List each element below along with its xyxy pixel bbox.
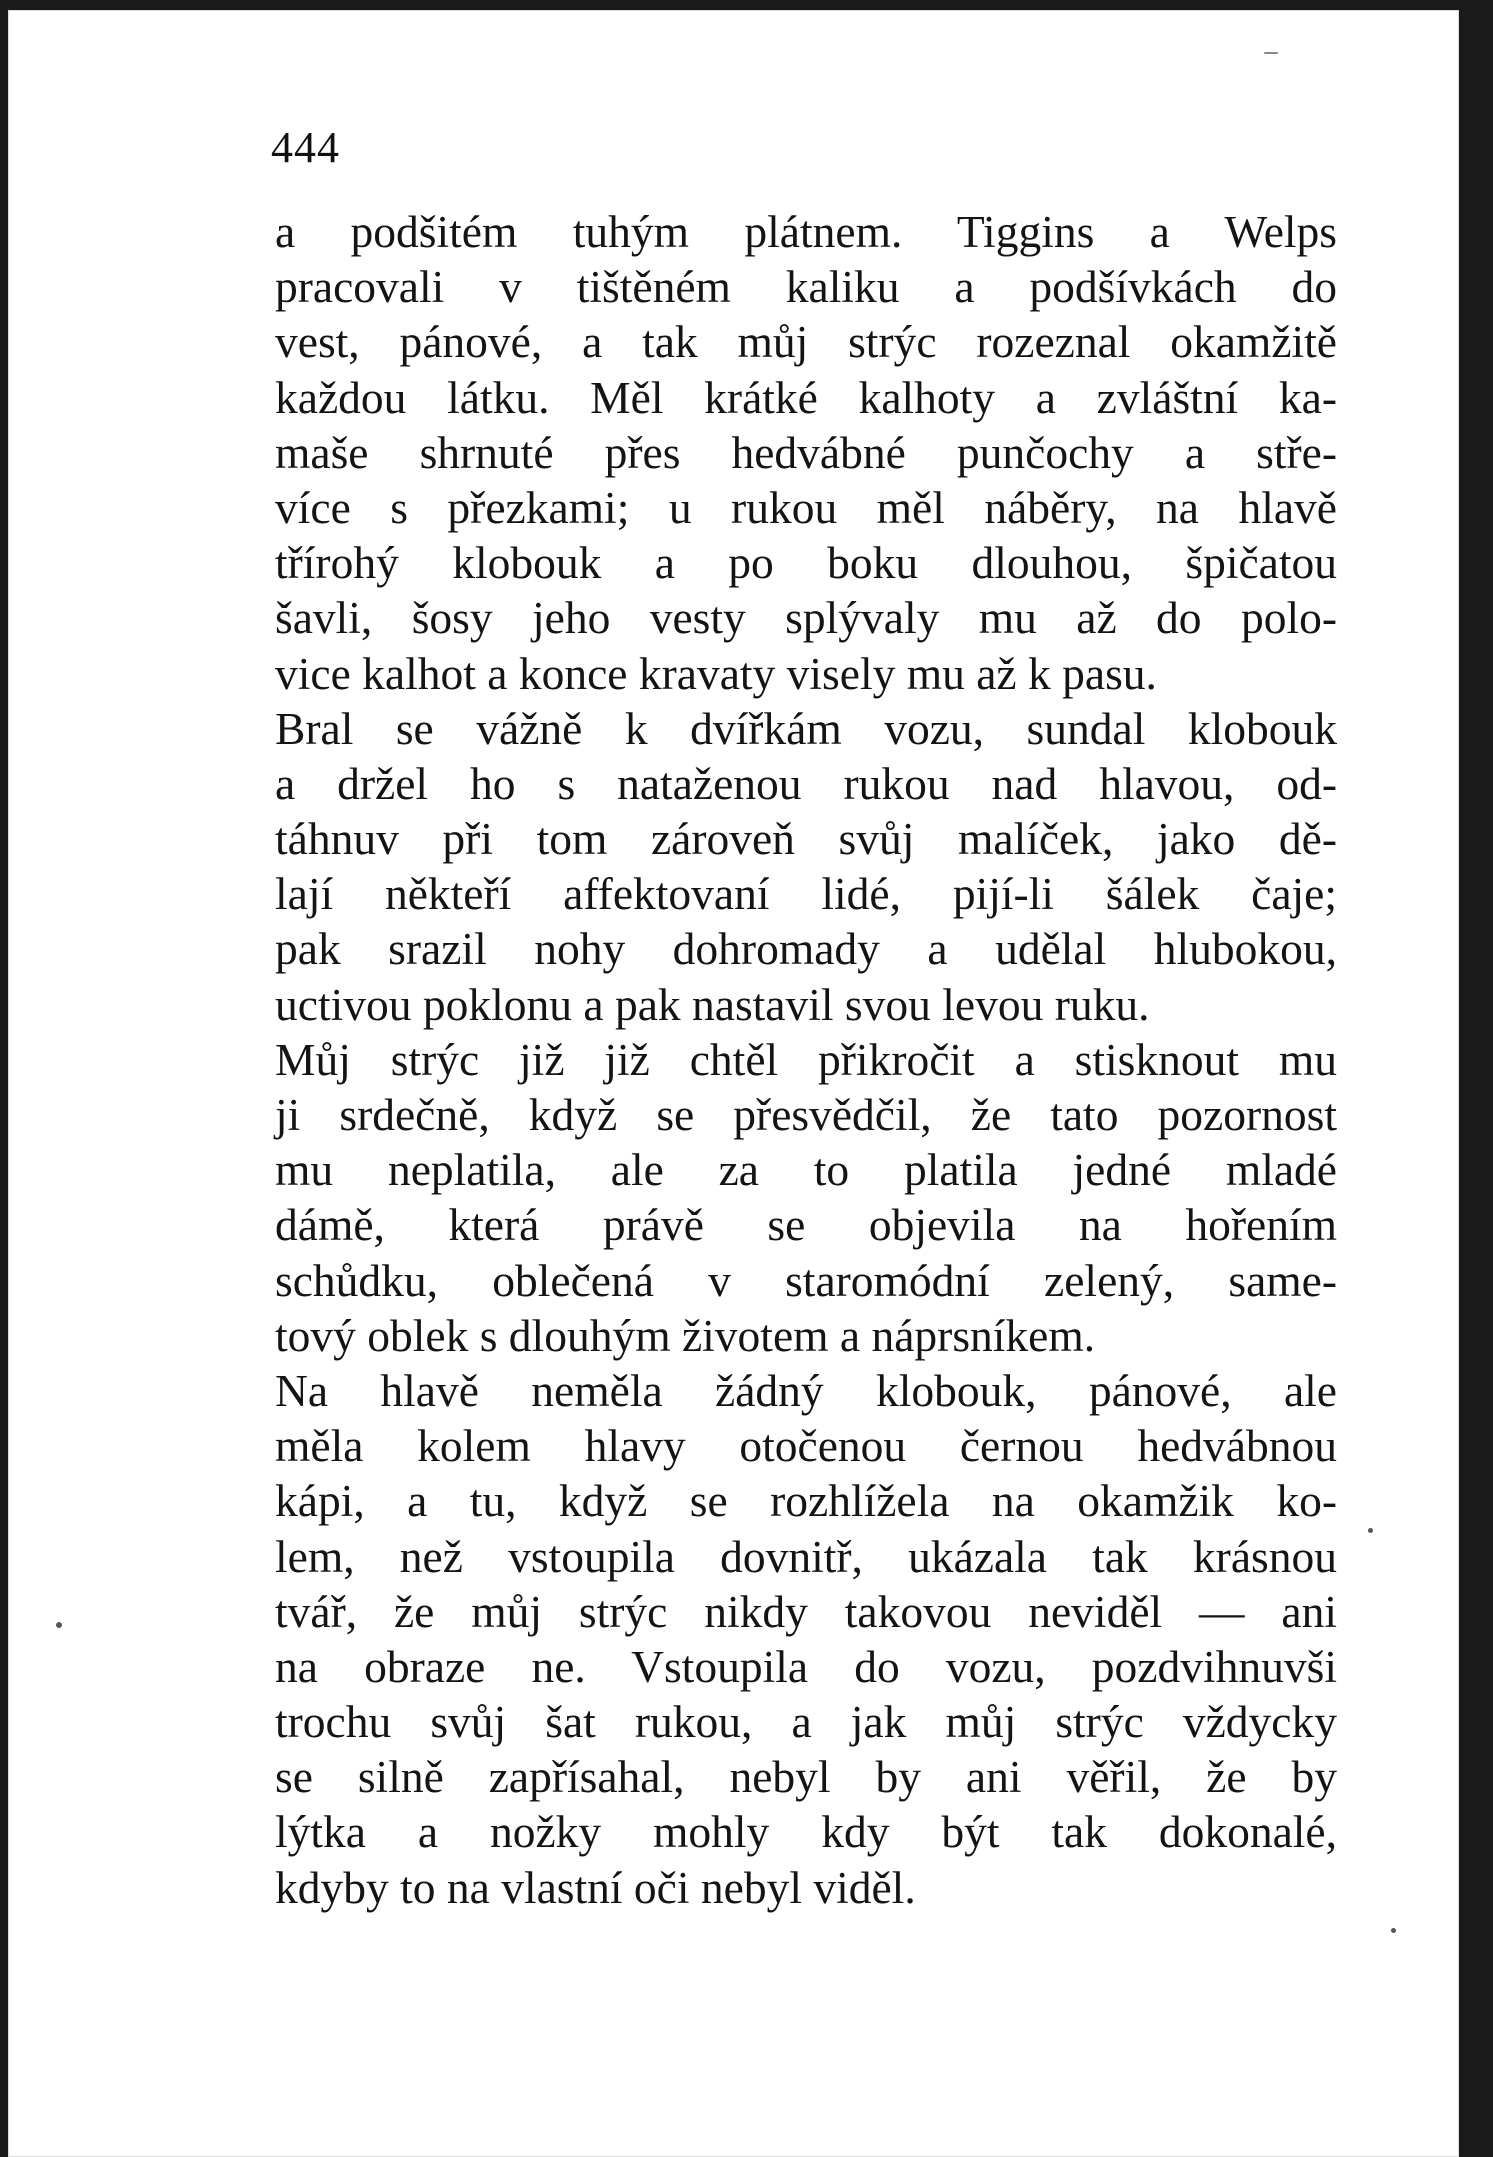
text-line: uctivou poklonu a pak nastavil svou levou ruku. — [275, 978, 1150, 1030]
text-line: dámě, která právě se objevila na hořením — [275, 1199, 1337, 1251]
text-line: vice kalhot a konce kravaty visely mu až k pasu. — [275, 647, 1157, 699]
text-line: kápi, a tu, když se rozhlížela na okamžik ko- — [275, 1475, 1337, 1527]
text-line: a držel ho s nataženou rukou nad hlavou, od- — [275, 757, 1337, 809]
page-number: 444 — [271, 123, 340, 172]
text-line: třírohý klobouk a po boku dlouhou, špičatou — [275, 537, 1337, 589]
text-line: pracovali v tištěném kaliku a podšívkách do — [275, 261, 1337, 313]
text-line: na obraze ne. Vstoupila do vozu, pozdvihnuvši — [275, 1640, 1337, 1692]
text-line: každou látku. Měl krátké kalhoty a zvláštní ka- — [275, 371, 1337, 423]
text-line: trochu svůj šat rukou, a jak můj strýc vždycky — [275, 1696, 1337, 1748]
text-line: maše shrnuté přes hedvábné punčochy a stře- — [275, 426, 1337, 478]
paper-speck — [1391, 1928, 1396, 1933]
text-line: táhnuv při tom zároveň svůj malíček, jako dě- — [275, 813, 1337, 865]
text-line: mu neplatila, ale za to platila jedné mladé — [275, 1144, 1337, 1196]
text-line: lají někteří affektovaní lidé, pijí-li šálek čaje; — [275, 868, 1337, 920]
paper-speck — [1264, 52, 1278, 54]
text-line: tový oblek s dlouhým životem a náprsníkem. — [275, 1309, 1096, 1361]
text-line: a podšitém tuhým plátnem. Tiggins a Welps — [275, 206, 1337, 257]
text-line: lem, než vstoupila dovnitř, ukázala tak krásnou — [275, 1530, 1337, 1582]
paper-speck — [1368, 1528, 1373, 1533]
text-line: se silně zapřísahal, nebyl by ani věřil, že by — [275, 1751, 1337, 1803]
text-line: schůdku, oblečená v staromódní zelený, same- — [275, 1254, 1337, 1306]
book-page — [8, 10, 1459, 2157]
text-line: více s přezkami; u rukou měl náběry, na hlavě — [275, 481, 1337, 533]
text-line: lýtka a nožky mohly kdy být tak dokonalé, — [275, 1806, 1337, 1858]
text-line: Můj strýc již již chtěl přikročit a stisknout mu — [275, 1033, 1337, 1085]
text-line: vest, pánové, a tak můj strýc rozeznal okamžitě — [275, 316, 1337, 368]
text-line: šavli, šosy jeho vesty splývaly mu až do polo- — [275, 592, 1337, 644]
paper-speck — [56, 1622, 62, 1628]
text-line: Na hlavě neměla žádný klobouk, pánové, ale — [275, 1364, 1337, 1416]
text-line: měla kolem hlavy otočenou černou hedvábnou — [275, 1420, 1337, 1472]
text-line: pak srazil nohy dohromady a udělal hlubokou, — [275, 923, 1337, 975]
text-line: Bral se vážně k dvířkám vozu, sundal klobouk — [275, 702, 1337, 754]
text-line: ji srdečně, když se přesvědčil, že tato pozornost — [275, 1089, 1337, 1140]
body-text — [275, 204, 1337, 1915]
text-line: tvář, že můj strýc nikdy takovou neviděl — ani — [275, 1585, 1337, 1637]
text-line: kdyby to na vlastní oči nebyl viděl. — [275, 1861, 916, 1913]
